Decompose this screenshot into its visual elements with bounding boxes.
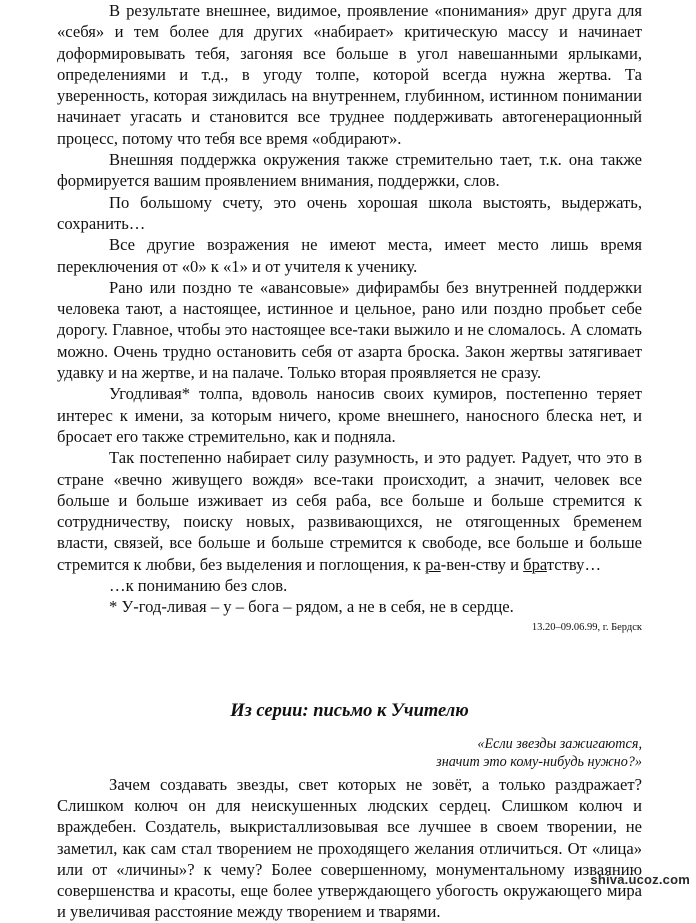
document-page — [57, 0, 642, 923]
epigraph-line-2: значит это кому-нибудь нужно?» — [436, 754, 642, 771]
paragraph-7 — [57, 447, 642, 575]
section-paragraph: Зачем создавать звезды, свет которых не зовёт, а только раздражает? Слишком колюч он для неискушенных людских сердец. Слишком колюч и враждебен. Создатель, выкристаллизовывая все лучшее в своем творении, не заметил, как сам стал творением не проходящего желания отличиться. От «лица» или от «личины»? к чему? Более совершенному, монументальному изваянию совершенства и красоты, еще более утверждающего убогость окружающего мира и увеличивая расстояние между творением и тварями. — [57, 774, 642, 922]
paragraph-5: Рано или поздно те «авансовые» дифирамбы без внутренней поддержки человека тают, а настоящее, истинное и цельное, рано или поздно пробьет себе дорогу. Главное, чтобы это настоящее все-таки выжило и не сломалось. А сломать можно. Очень трудно остановить себя от азарта броска. Закон жертвы затягивает удавку и на жертве, и на палаче. Только вторая проявляется не сразу. — [57, 277, 642, 383]
paragraph-2: Внешняя поддержка окружения также стремительно тает, т.к. она также формируется вашим проявлением внимания, поддержки, слов. — [57, 150, 642, 191]
epigraph — [57, 735, 642, 772]
epigraph-line-1: «Если звезды зажигаются, — [477, 735, 642, 752]
date-signature: 13.20–09.06.99, г. Бердск — [531, 621, 642, 633]
underlined-fragment-1: ра — [425, 554, 441, 574]
paragraph-6: Угодливая* толпа, вдоволь наносив своих кумиров, постепенно теряет интерес к имени, за которым ничего, кроме внешнего, наносного блеска нет, и бросает его также стремительно, как и подняла. — [57, 384, 642, 446]
section-heading: Из серии: письмо к Учителю — [230, 700, 469, 721]
paragraph-7-text-b: -вен-ству и — [440, 554, 524, 574]
paragraph-7-text-c: тству… — [546, 554, 602, 574]
paragraph-4: Все другие возражения не имеют места, имеет место лишь время переключения от «0» к «1» и от учителя к ученику. — [57, 235, 642, 276]
underlined-fragment-2: бра — [523, 554, 547, 574]
paragraph-7-text-a: Так постепенно набирает силу разумность, и это радует. Радует, что это в стране «вечно живущего вождя» все-таки происходит, а значит, человек все больше и больше изживает из себя раба, все больше и больше стремится к сотрудничеству, поиску новых, развивающихся, не отягощенных бременем власти, связей, все больше и больше стремится к свободе, все больше и больше стремится к любви, без выделения и поглощения, к — [57, 448, 642, 574]
watermark: shiva.ucoz.com — [590, 872, 690, 887]
paragraph-3: По большому счету, это очень хорошая школа выстоять, выдержать, сохранить… — [57, 192, 642, 233]
footnote: * У-год-ливая – у – бога – рядом, а не в себя, не в сердце. — [109, 597, 514, 617]
paragraph-1: В результате внешнее, видимое, проявление «понимания» друг друга для «себя» и тем более для других «набирает» критическую массу и начинает доформировывать тебя, загоняя все больше в угол навешанными ярлыками, определениями и т.д., в угоду толпе, которой всегда нужна жертва. Та уверенность, которая зиждилась на внутреннем, глубинном, истинном понимании начинает угасать и становится все труднее поддерживать автогенерационный процесс, потому что тебя все время «обдирают». — [57, 1, 642, 148]
paragraph-8: …к пониманию без слов. — [109, 576, 288, 596]
